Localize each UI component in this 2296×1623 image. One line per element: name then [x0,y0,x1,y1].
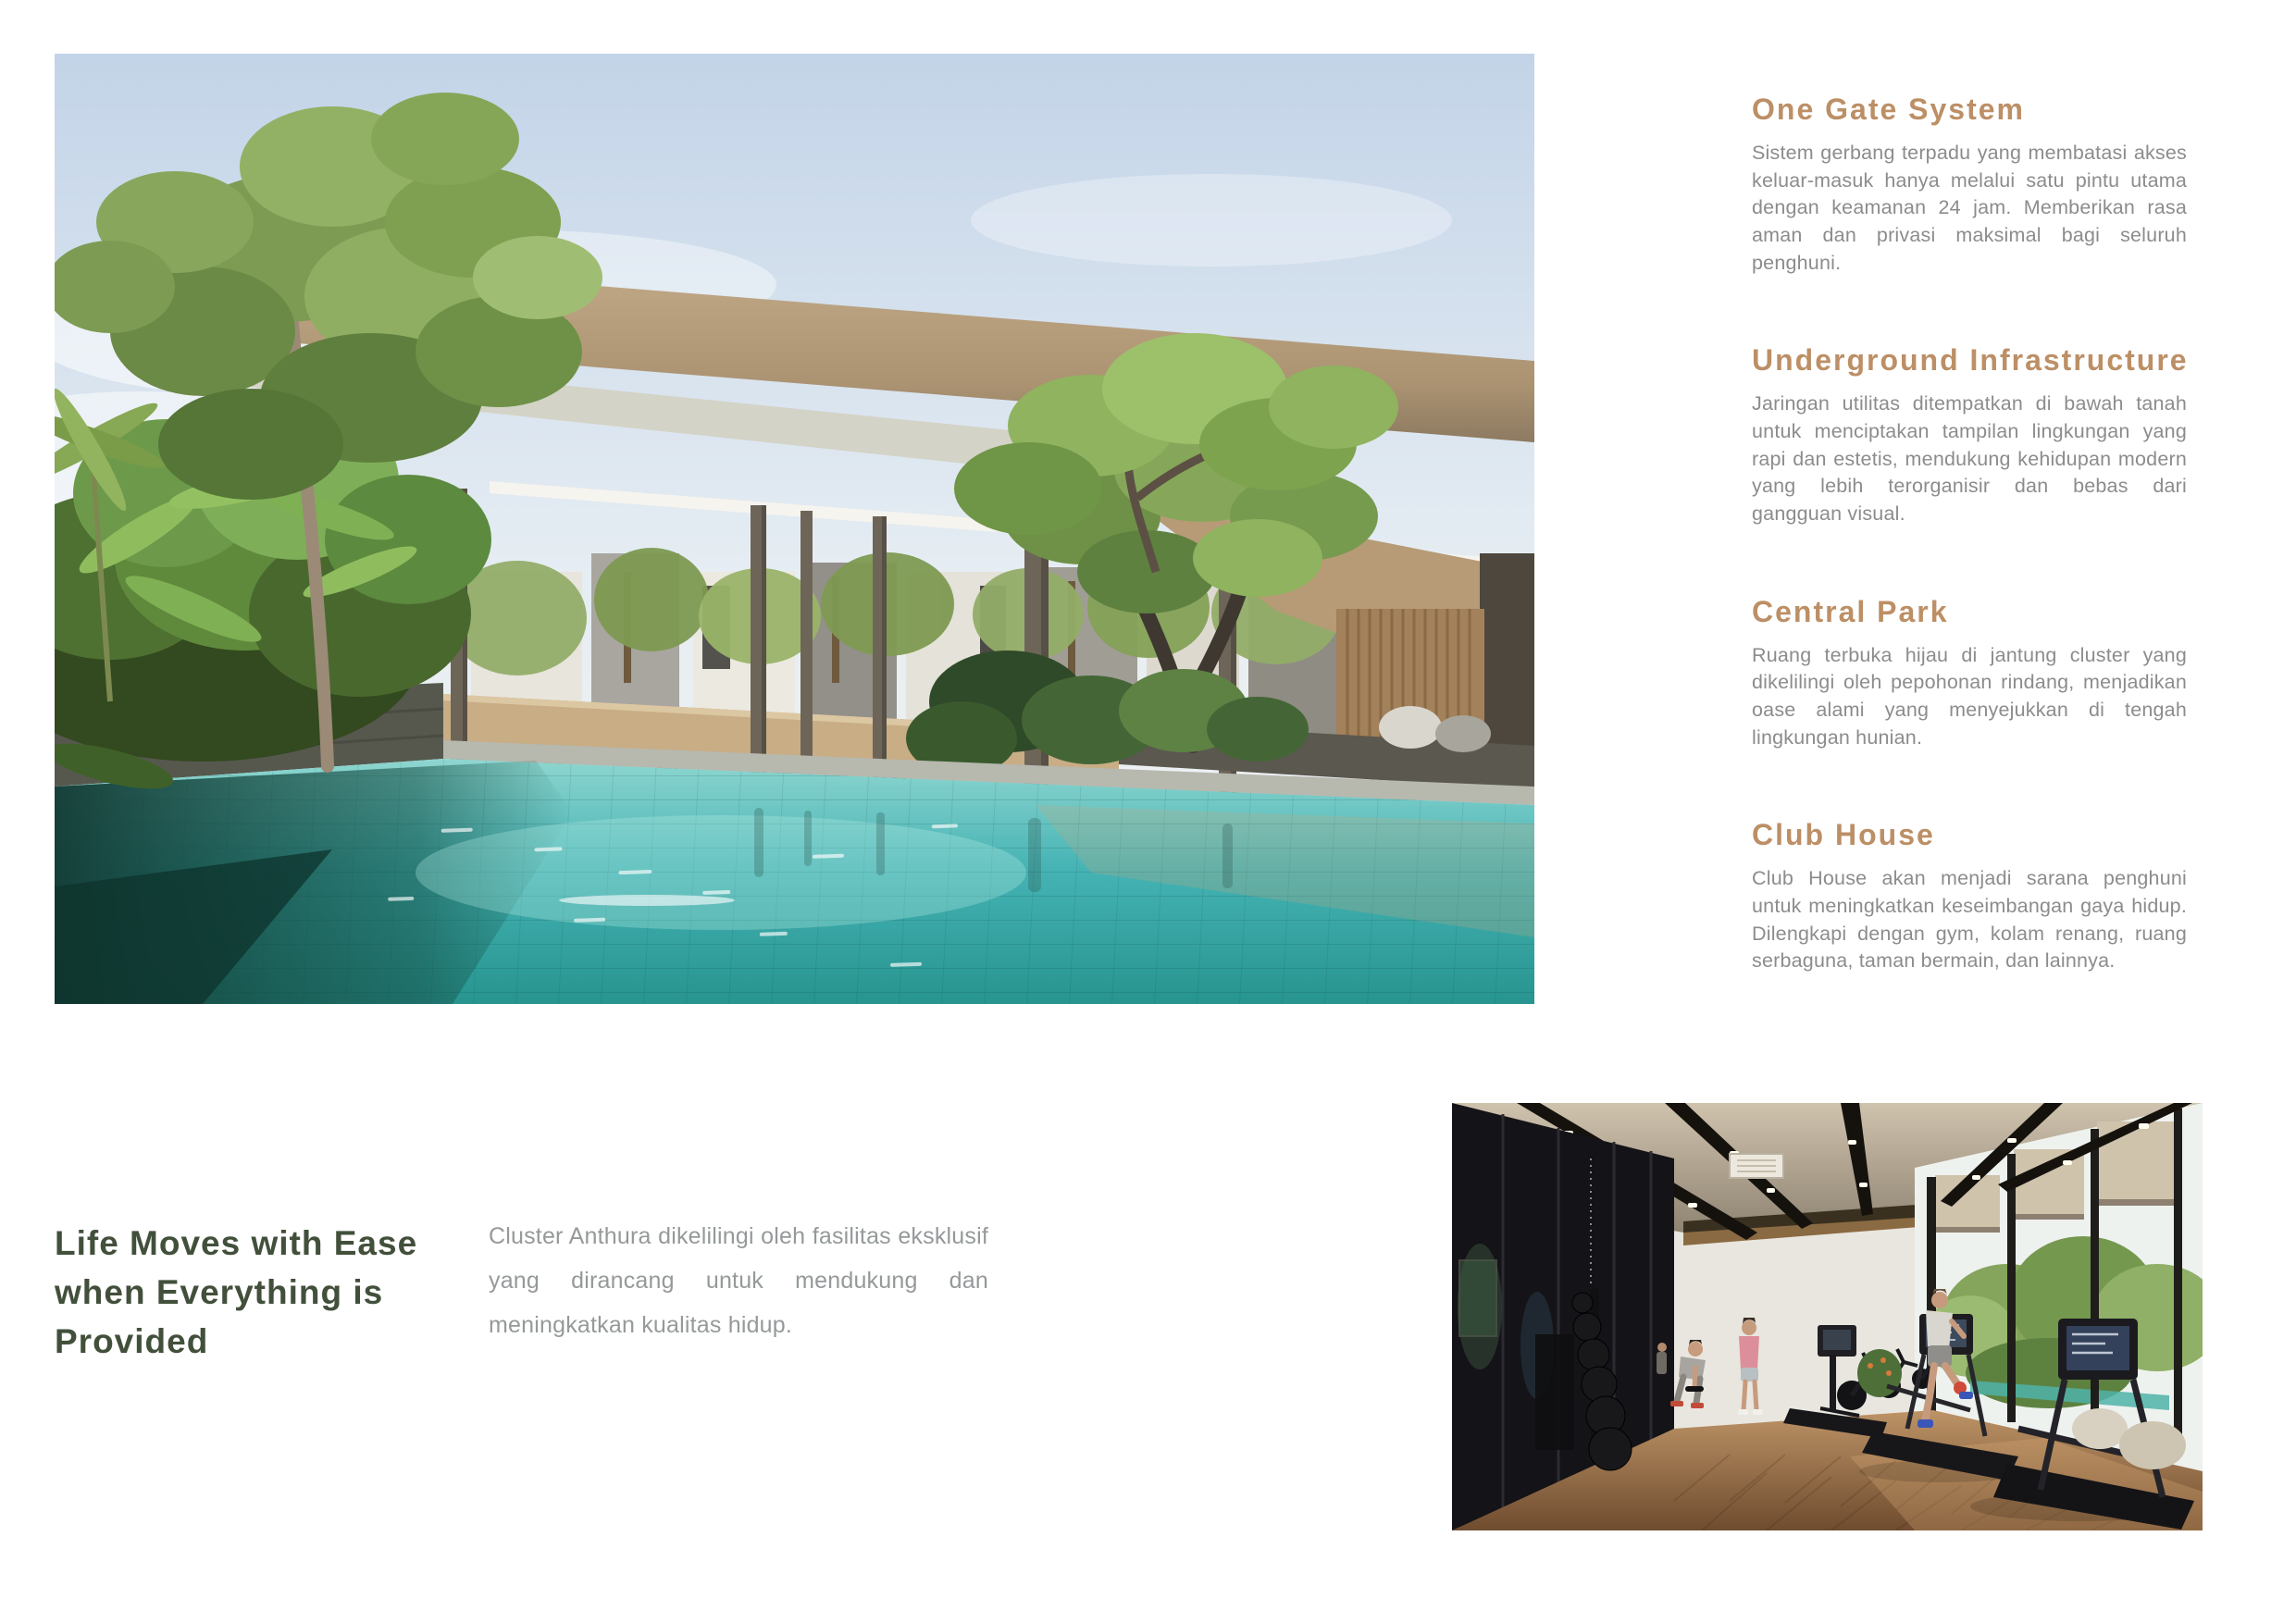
feature-title: Club House [1752,818,1935,852]
background-person [1657,1343,1667,1374]
gym-bean-bag [2119,1421,2186,1469]
feature-section-underground-infrastructure [1752,343,2187,527]
gym-bean-bag [2072,1408,2128,1449]
pool-clubhouse-photo [55,54,1534,1004]
feature-title: One Gate System [1752,93,2025,126]
feature-body: Sistem gerbang terpadu yang membatasi akses keluar-masuk hanya melalui satu pintu utama dengan keamanan 24 jam. Memberikan rasa aman dan privasi maksimal bagi seluruh penghuni. [1752,142,2187,274]
feature-section-club-house [1752,818,2187,975]
pool-clubhouse-illustration [55,54,1534,1004]
feature-section-central-park [1752,595,2187,752]
feature-section-one-gate-system [1752,93,2187,277]
gym-illustration [1452,1103,2203,1530]
gym-photo [1452,1103,2203,1530]
features-column [1752,93,2187,1042]
feature-body: Jaringan utilitas ditempatkan di bawah tanah untuk menciptakan tampilan lingkungan yang rapi dan estetis, mendukung kehidupan modern yang lebih terorganisir dan bebas dari gangguan visual. [1752,392,2187,525]
feature-body: Club House akan menjadi sarana penghuni untuk meningkatkan keseimbangan gaya hidup. Dilengkapi dengan gym, kolam renang, ruang serbaguna, taman bermain, dan lainnya. [1752,867,2187,973]
tagline-body: Cluster Anthura dikelilingi oleh fasilitas eksklusif yang dirancang untuk mendukung dan meningkatkan kualitas hidup. [489,1223,988,1338]
bean-bag [1379,706,1442,749]
feature-title: Central Park [1752,594,1949,628]
tagline-heading: Life Moves with Ease when Everything is Provided [55,1224,418,1360]
boulder [1435,715,1491,752]
feature-body: Ruang terbuka hijau di jantung cluster yang dikelilingi oleh pepohonan rindang, menjadikan oase alami yang menyejukkan di tengah lingkungan hunian. [1752,643,2187,749]
feature-title: Underground Infrastructure [1752,343,2189,378]
